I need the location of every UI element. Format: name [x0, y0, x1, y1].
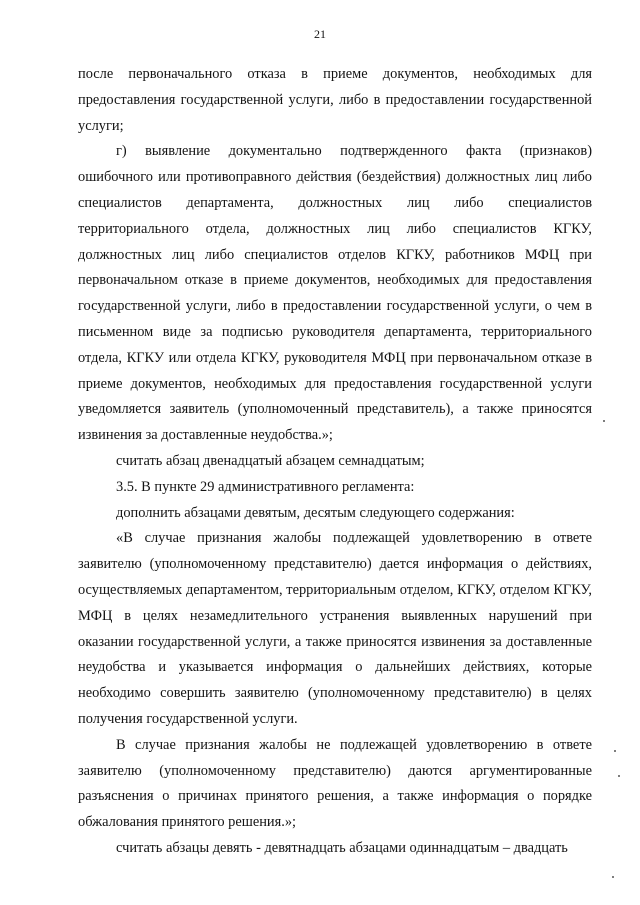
paragraph-tail-previous: после первоначального отказа в приеме документов, необходимых для предоставления государственной услуги, либо в предоставлении государственной услуги;	[78, 66, 592, 134]
scan-speck	[603, 420, 605, 422]
paragraph-item-g: г) выявление документально подтвержденного факта (признаков) ошибочного или противоправного действия (бездействия) должностных лиц либо специалистов департамента, должностных лиц либо специалистов территориального отдела, должностных лиц либо специалистов КГКУ, должностных лиц либо специалистов отделов КГКУ, работников МФЦ при первоначальном отказе в приеме документов, необходимых для предоставления государственной услуги, либо в предоставлении государственной услуги, о чем в письменном виде за подписью руководителя департамента, территориального отдела, КГКУ или отдела КГКУ, руководителя МФЦ при первоначальном отказе в приеме документов, необходимых для предоставления государственной услуги уведомляется заявитель (уполномоченный представитель), а также приносятся извинения за доставленные неудобства.»;	[78, 143, 592, 444]
paragraph-clause-3-5: 3.5. В пункте 29 административного регламента:	[116, 478, 415, 495]
document-body	[78, 62, 592, 862]
paragraph-quote-not-satisfied: В случае признания жалобы не подлежащей удовлетворению в ответе заявителю (уполномоченному представителю) даются аргументированные разъяснения о причинах принятого решения, а также информация о порядке обжалования принятого решения.»;	[78, 736, 592, 831]
paragraph-renumber-nine-nineteen: считать абзацы девять - девятнадцать абзацами одиннадцатым – двадцать	[116, 839, 568, 856]
page-number: 21	[314, 27, 326, 41]
scan-speck	[614, 750, 616, 752]
scan-speck	[612, 876, 614, 878]
paragraph-renumber-twelfth: считать абзац двенадцатый абзацем семнадцатым;	[116, 452, 425, 469]
paragraph-quote-satisfied: «В случае признания жалобы подлежащей удовлетворению в ответе заявителю (уполномоченному представителю) дается информация о действиях, осуществляемых департаментом, территориальным отделом, КГКУ, отделом КГКУ, МФЦ в целях незамедлительного устранения выявленных нарушений при оказании государственной услуги, а также приносятся извинения за доставленные неудобства и указывается информация о дальнейших действиях, которые необходимо совершить заявителю (уполномоченному представителю) в целях получения государственной услуги.	[78, 530, 592, 727]
scan-speck	[618, 775, 620, 777]
paragraph-supplement: дополнить абзацами девятым, десятым следующего содержания:	[116, 504, 515, 521]
